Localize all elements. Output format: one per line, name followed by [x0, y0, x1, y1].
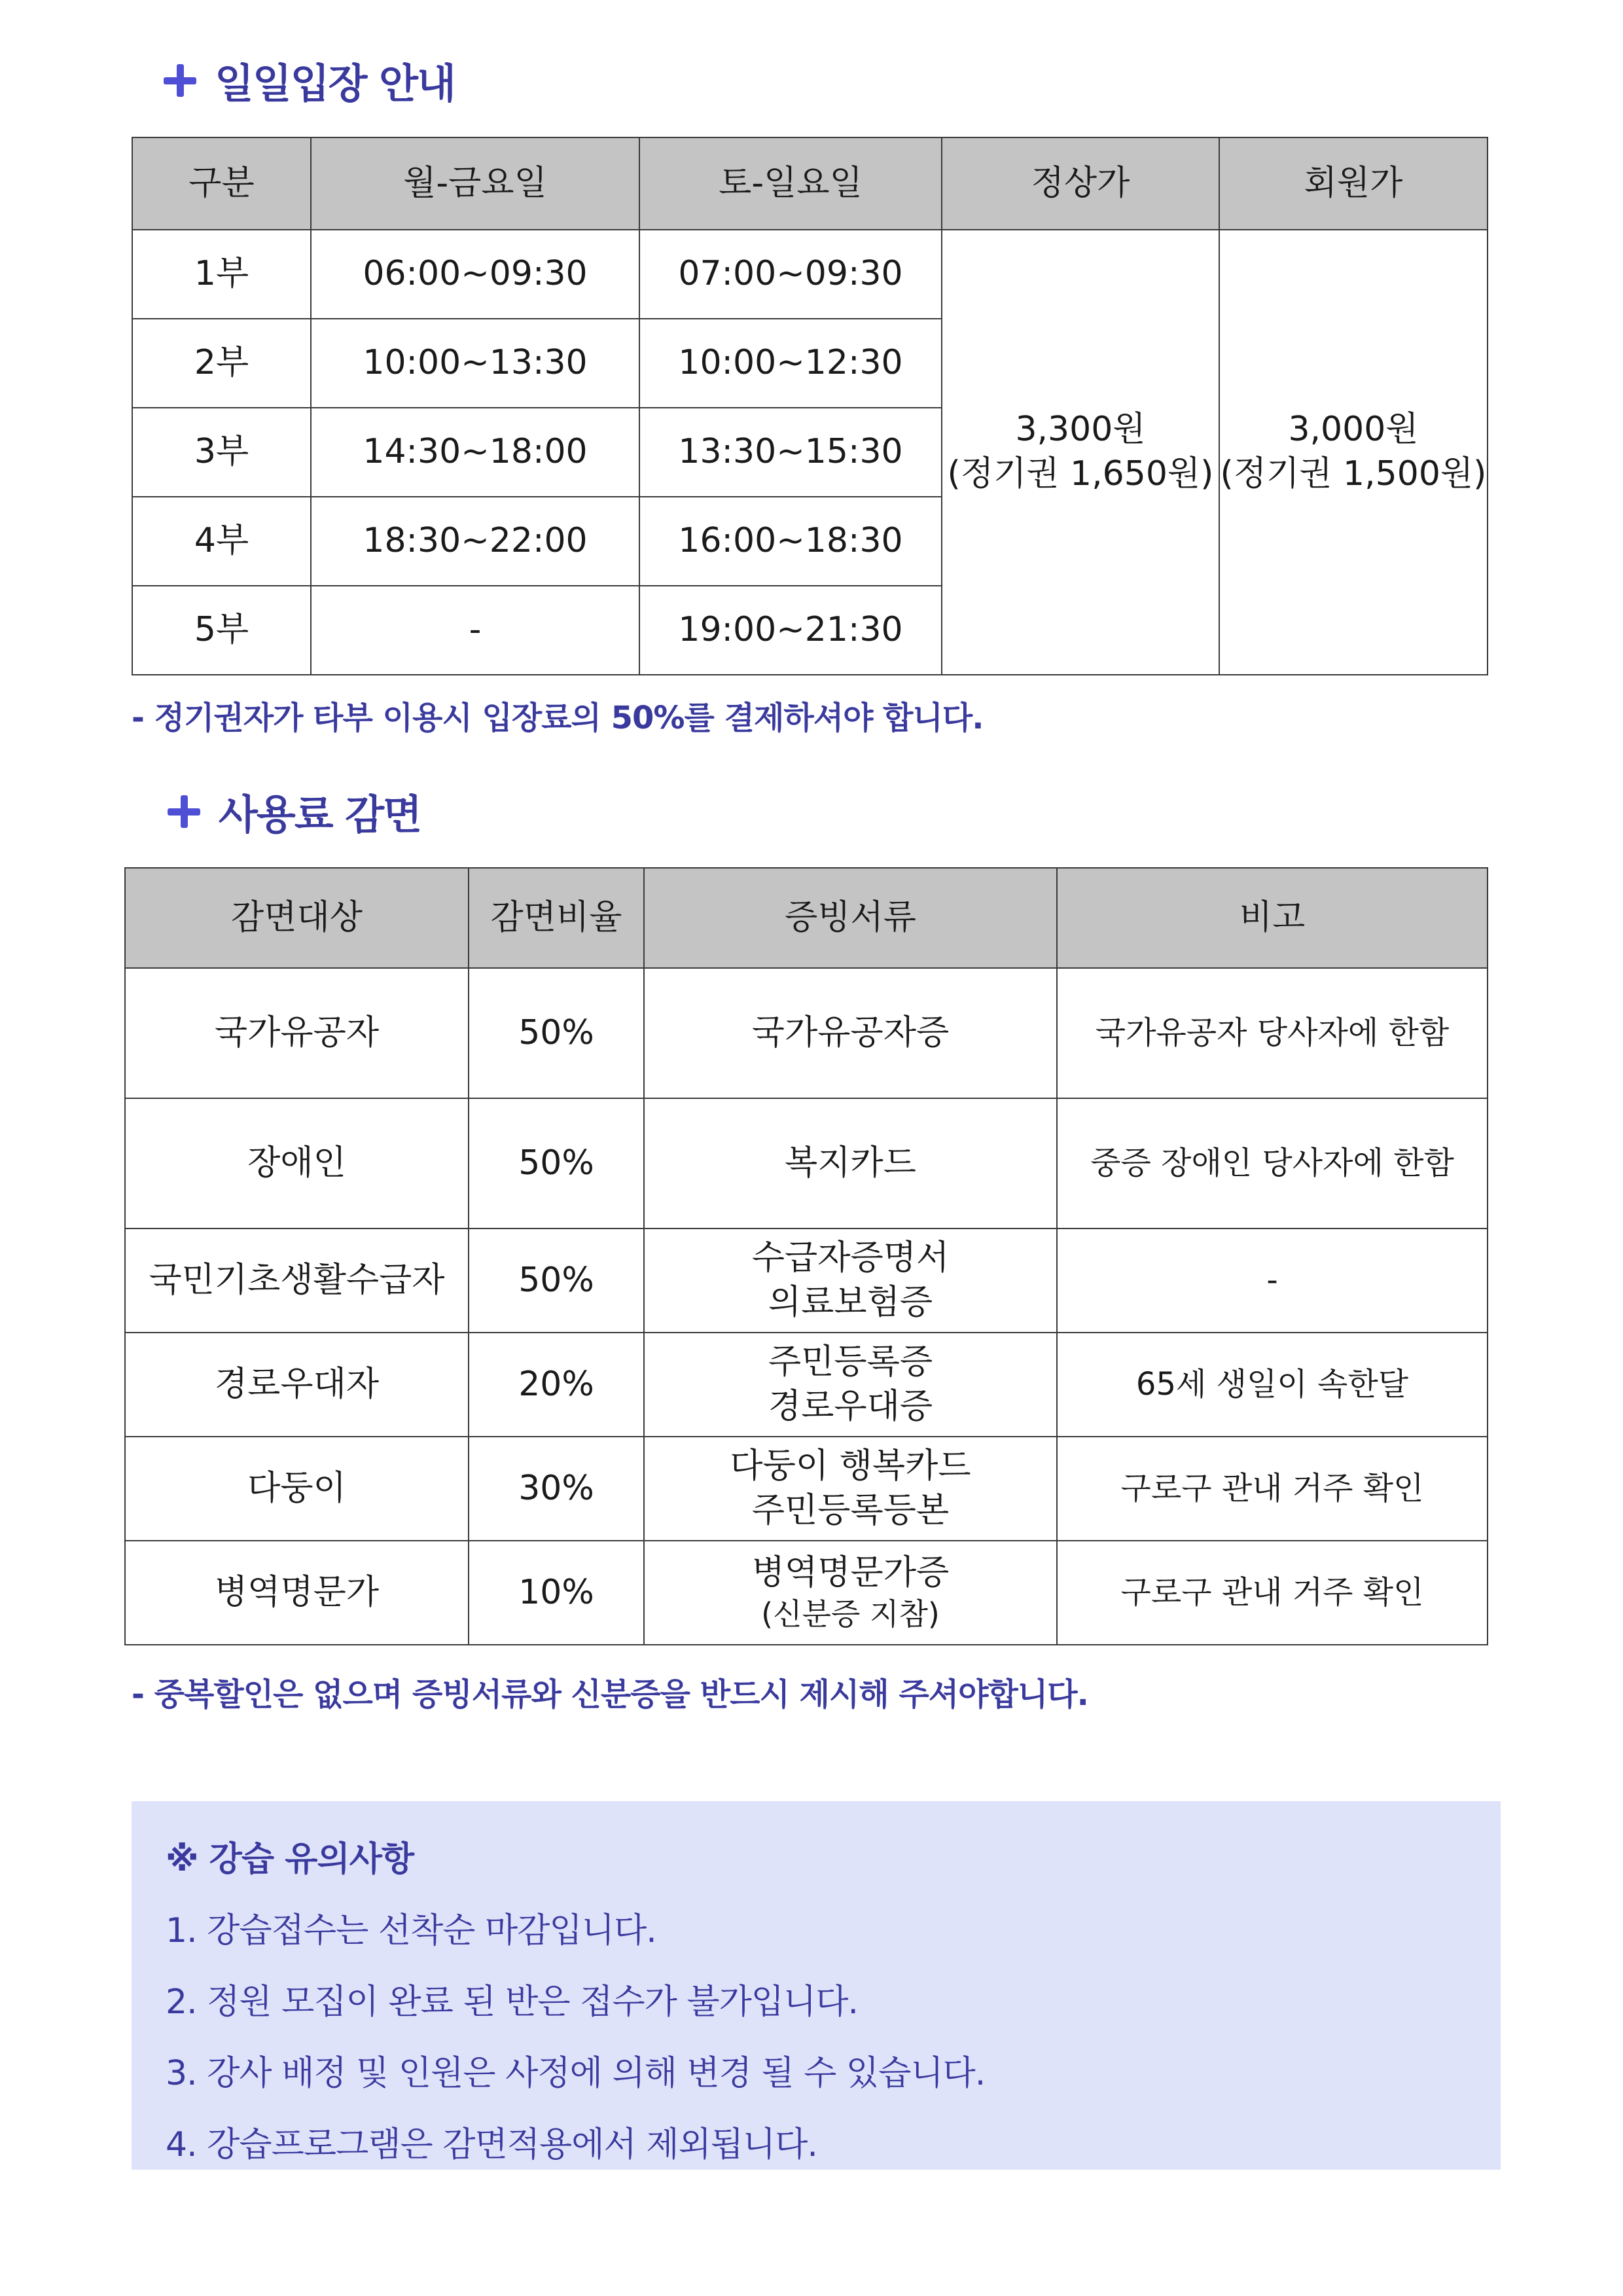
lesson-notice-item: 1. 강습접수는 선착순 마감입니다. — [166, 1911, 656, 1950]
member-price-cell — [1219, 230, 1488, 675]
remark-cell: 65세 생일이 속한달 — [1057, 1333, 1488, 1437]
header-remark: 비고 — [1057, 868, 1488, 968]
doc-line: 경로우대증 — [768, 1386, 933, 1426]
remark-cell: 구로구 관내 거주 확인 — [1057, 1541, 1488, 1645]
target-cell: 국가유공자 — [125, 968, 469, 1098]
weekend-time-cell: 19:00~21:30 — [639, 586, 942, 675]
header-regular-price: 정상가 — [942, 137, 1219, 230]
target-cell: 병역명문가 — [125, 1541, 469, 1645]
lesson-notice-item: 3. 강사 배정 및 인원은 사정에 의해 변경 될 수 있습니다. — [166, 2054, 986, 2093]
regular-price-cell — [942, 230, 1219, 675]
doc-line: 의료보험증 — [768, 1282, 933, 1322]
docs-cell — [644, 1541, 1057, 1645]
header-weekend: 토-일요일 — [639, 137, 942, 230]
docs-cell — [644, 1229, 1057, 1333]
header-weekday: 월-금요일 — [311, 137, 639, 230]
weekend-time-cell: 13:30~15:30 — [639, 408, 942, 497]
rate-cell: 50% — [469, 1098, 644, 1229]
plus-icon — [168, 795, 200, 828]
daily-admission-heading — [164, 51, 455, 109]
weekday-time-cell: 14:30~18:00 — [311, 408, 639, 497]
header-member-price: 회원가 — [1219, 137, 1488, 230]
remark-cell: - — [1057, 1229, 1488, 1333]
table-row — [125, 1098, 1488, 1229]
table-row — [125, 968, 1488, 1098]
fee-discount-title: 사용료 감면 — [219, 791, 421, 838]
table-row — [125, 1437, 1488, 1541]
session-cell: 4부 — [132, 497, 311, 586]
target-cell: 경로우대자 — [125, 1333, 469, 1437]
rate-cell: 10% — [469, 1541, 644, 1645]
weekday-time-cell: - — [311, 586, 639, 675]
table-header-row — [132, 137, 1488, 230]
docs-cell — [644, 1437, 1057, 1541]
regular-price-pass: (정기권 1,650원) — [947, 454, 1214, 493]
docs-cell — [644, 1333, 1057, 1437]
daily-admission-title: 일일입장 안내 — [215, 60, 455, 107]
weekday-time-cell: 10:00~13:30 — [311, 319, 639, 408]
remark-cell: 구로구 관내 거주 확인 — [1057, 1437, 1488, 1541]
weekday-time-cell: 18:30~22:00 — [311, 497, 639, 586]
target-cell: 장애인 — [125, 1098, 469, 1229]
weekend-time-cell: 07:00~09:30 — [639, 230, 942, 319]
header-target: 감면대상 — [125, 868, 469, 968]
doc-line: 다둥이 행복카드 — [730, 1446, 971, 1486]
lesson-notice-title: ※ 강습 유의사항 — [166, 1840, 414, 1879]
regular-price: 3,300원 — [1015, 410, 1146, 450]
docs-cell: 복지카드 — [644, 1098, 1057, 1229]
weekend-time-cell: 16:00~18:30 — [639, 497, 942, 586]
doc-line: 주민등록증 — [768, 1342, 933, 1382]
session-cell: 1부 — [132, 230, 311, 319]
daily-admission-table — [132, 137, 1488, 675]
header-session: 구분 — [132, 137, 311, 230]
lesson-notice-item: 2. 정원 모집이 완료 된 반은 접수가 불가입니다. — [166, 1982, 859, 2022]
header-docs: 증빙서류 — [644, 868, 1057, 968]
fee-discount-table — [124, 867, 1488, 1645]
table-row — [125, 1229, 1488, 1333]
header-rate: 감면비율 — [469, 868, 644, 968]
target-cell: 다둥이 — [125, 1437, 469, 1541]
target-cell: 국민기초생활수급자 — [125, 1229, 469, 1333]
session-cell: 5부 — [132, 586, 311, 675]
remark-cell: 중증 장애인 당사자에 한함 — [1057, 1098, 1488, 1229]
fee-discount-heading — [168, 782, 421, 840]
member-price-pass: (정기권 1,500원) — [1220, 454, 1487, 493]
lesson-notice-item: 4. 강습프로그램은 감면적용에서 제외됩니다. — [166, 2125, 817, 2164]
doc-line: 병역명문가증 — [751, 1552, 950, 1592]
fee-discount-note: - 중복할인은 없으며 증빙서류와 신분증을 반드시 제시해 주셔야합니다. — [132, 1676, 1088, 1713]
table-row — [132, 230, 1488, 319]
daily-admission-note: - 정기권자가 타부 이용시 입장료의 50%를 결제하셔야 합니다. — [132, 700, 984, 736]
remark-cell: 국가유공자 당사자에 한함 — [1057, 968, 1488, 1098]
session-cell: 3부 — [132, 408, 311, 497]
plus-icon — [164, 64, 196, 97]
lesson-notice-box — [132, 1801, 1501, 2170]
weekday-time-cell: 06:00~09:30 — [311, 230, 639, 319]
table-row — [125, 1333, 1488, 1437]
rate-cell: 30% — [469, 1437, 644, 1541]
rate-cell: 50% — [469, 1229, 644, 1333]
rate-cell: 50% — [469, 968, 644, 1098]
docs-cell: 국가유공자증 — [644, 968, 1057, 1098]
member-price: 3,000원 — [1288, 410, 1419, 450]
table-header-row — [125, 868, 1488, 968]
weekend-time-cell: 10:00~12:30 — [639, 319, 942, 408]
table-row — [125, 1541, 1488, 1645]
rate-cell: 20% — [469, 1333, 644, 1437]
doc-line: (신분증 지참) — [761, 1596, 940, 1632]
doc-line: 수급자증명서 — [751, 1238, 950, 1278]
session-cell: 2부 — [132, 319, 311, 408]
doc-line: 주민등록등본 — [751, 1490, 950, 1530]
